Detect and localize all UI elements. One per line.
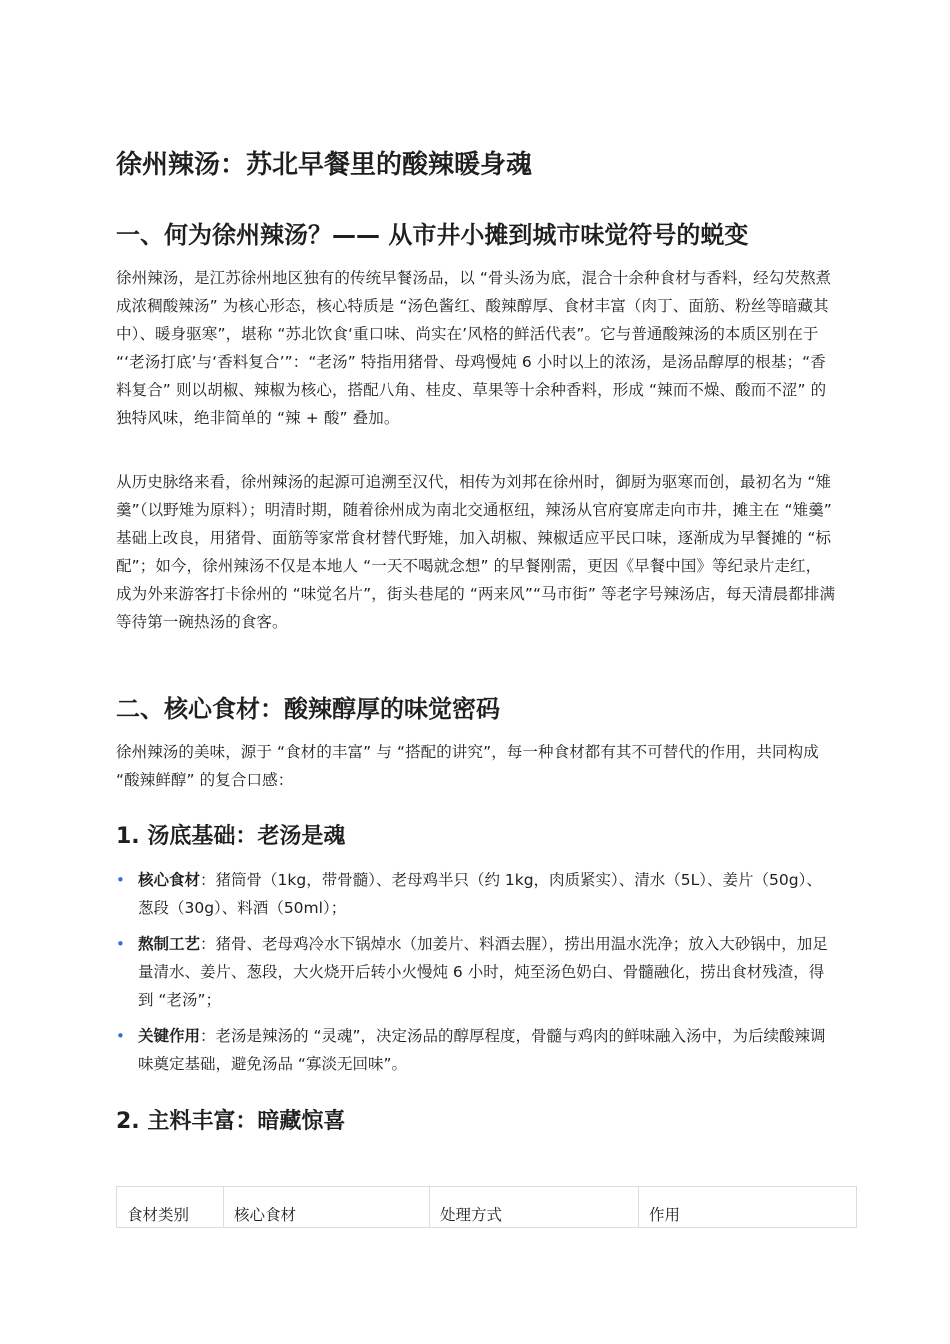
list-item: [116, 930, 836, 1014]
table-header-cell: 处理方式: [430, 1187, 639, 1228]
list-item-label: 关键作用: [138, 1027, 201, 1045]
list-item-label: 核心食材: [138, 871, 201, 889]
section1-heading: 一、何为徐州辣汤？—— 从市井小摊到城市味觉符号的蜕变: [116, 221, 749, 249]
table-header-cell: 核心食材: [224, 1187, 430, 1228]
section1-paragraph-1: 徐州辣汤，是江苏徐州地区独有的传统早餐汤品，以 “骨头汤为底，混合十余种食材与香料，经勾芡熬煮成浓稠酸辣汤” 为核心形态，核心特质是 “汤色酱红、酸辣醇厚、食材丰富（肉丁、面筋、粉丝等暗藏其中）、暖身驱寒”，堪称 “苏北饮食‘重口味、尚实在’风格的鲜活代表”。它与普通酸辣汤的本质区别在于 “‘老汤打底’与‘香料复合’”：“老汤” 特指用猪骨、母鸡慢炖 6 小时以上的浓汤，是汤品醇厚的根基；“香料复合” 则以胡椒、辣椒为核心，搭配八角、桂皮、草果等十余种香料，形成 “辣而不燥、酸而不涩” 的独特风味，绝非简单的 “辣 + 酸” 叠加。: [116, 269, 832, 427]
list-item-text: ：猪骨、老母鸡冷水下锅焯水（加姜片、料酒去腥），捞出用温水洗净；放入大砂锅中，加足量清水、姜片、葱段，大火烧开后转小火慢炖 6 小时，炖至汤色奶白、骨髓融化，捞出食材残渣，得到 “老汤”；: [138, 935, 828, 1009]
list-item-label: 熬制工艺: [138, 935, 201, 953]
list-item-text: ：老汤是辣汤的 “灵魂”，决定汤品的醇厚程度，骨髓与鸡肉的鲜味融入汤中，为后续酸辣调味奠定基础，避免汤品 “寡淡无回味”。: [138, 1027, 826, 1073]
section2-heading: 二、核心食材：酸辣醇厚的味觉密码: [116, 695, 500, 723]
list-item: [116, 1022, 836, 1078]
page-title: 徐州辣汤：苏北早餐里的酸辣暖身魂: [116, 150, 533, 180]
section2-intro: 徐州辣汤的美味，源于 “食材的丰富” 与 “搭配的讲究”，每一种食材都有其不可替代的作用，共同构成 “酸辣鲜醇” 的复合口感：: [116, 743, 819, 789]
bullet-icon: •: [116, 1027, 125, 1045]
section1-paragraph-2: 从历史脉络来看，徐州辣汤的起源可追溯至汉代，相传为刘邦在徐州时，御厨为驱寒而创，最初名为 “雉羹”（以野雉为原料）；明清时期，随着徐州成为南北交通枢纽，辣汤从官府宴席走向市井，摊主在 “雉羹” 基础上改良，用猪骨、面筋等家常食材替代野雉，加入胡椒、辣椒适应平民口味，逐渐成为早餐摊的 “标配”；如今，徐州辣汤不仅是本地人 “一天不喝就念想” 的早餐刚需，更因《早餐中国》等纪录片走红，成为外来游客打卡徐州的 “味觉名片”，街头巷尾的 “两来风”“马市街” 等老字号辣汤店，每天清晨都排满等待第一碗热汤的食客。: [116, 473, 836, 631]
subsection2-heading: 2. 主料丰富：暗藏惊喜: [116, 1109, 346, 1134]
ingredients-table: [116, 1186, 857, 1228]
list-item-text: ：猪筒骨（1kg，带骨髓）、老母鸡半只（约 1kg，肉质紧实）、清水（5L）、姜片（50g）、葱段（30g）、料酒（50ml）；: [138, 871, 822, 917]
subsection1-list: [116, 866, 836, 1086]
bullet-icon: •: [116, 871, 125, 889]
bullet-icon: •: [116, 935, 125, 953]
table-header-cell: 作用: [639, 1187, 857, 1228]
table-header-row: [117, 1187, 857, 1228]
subsection1-heading: 1. 汤底基础：老汤是魂: [116, 824, 346, 849]
list-item: [116, 866, 836, 922]
table-header-cell: 食材类别: [117, 1187, 224, 1228]
